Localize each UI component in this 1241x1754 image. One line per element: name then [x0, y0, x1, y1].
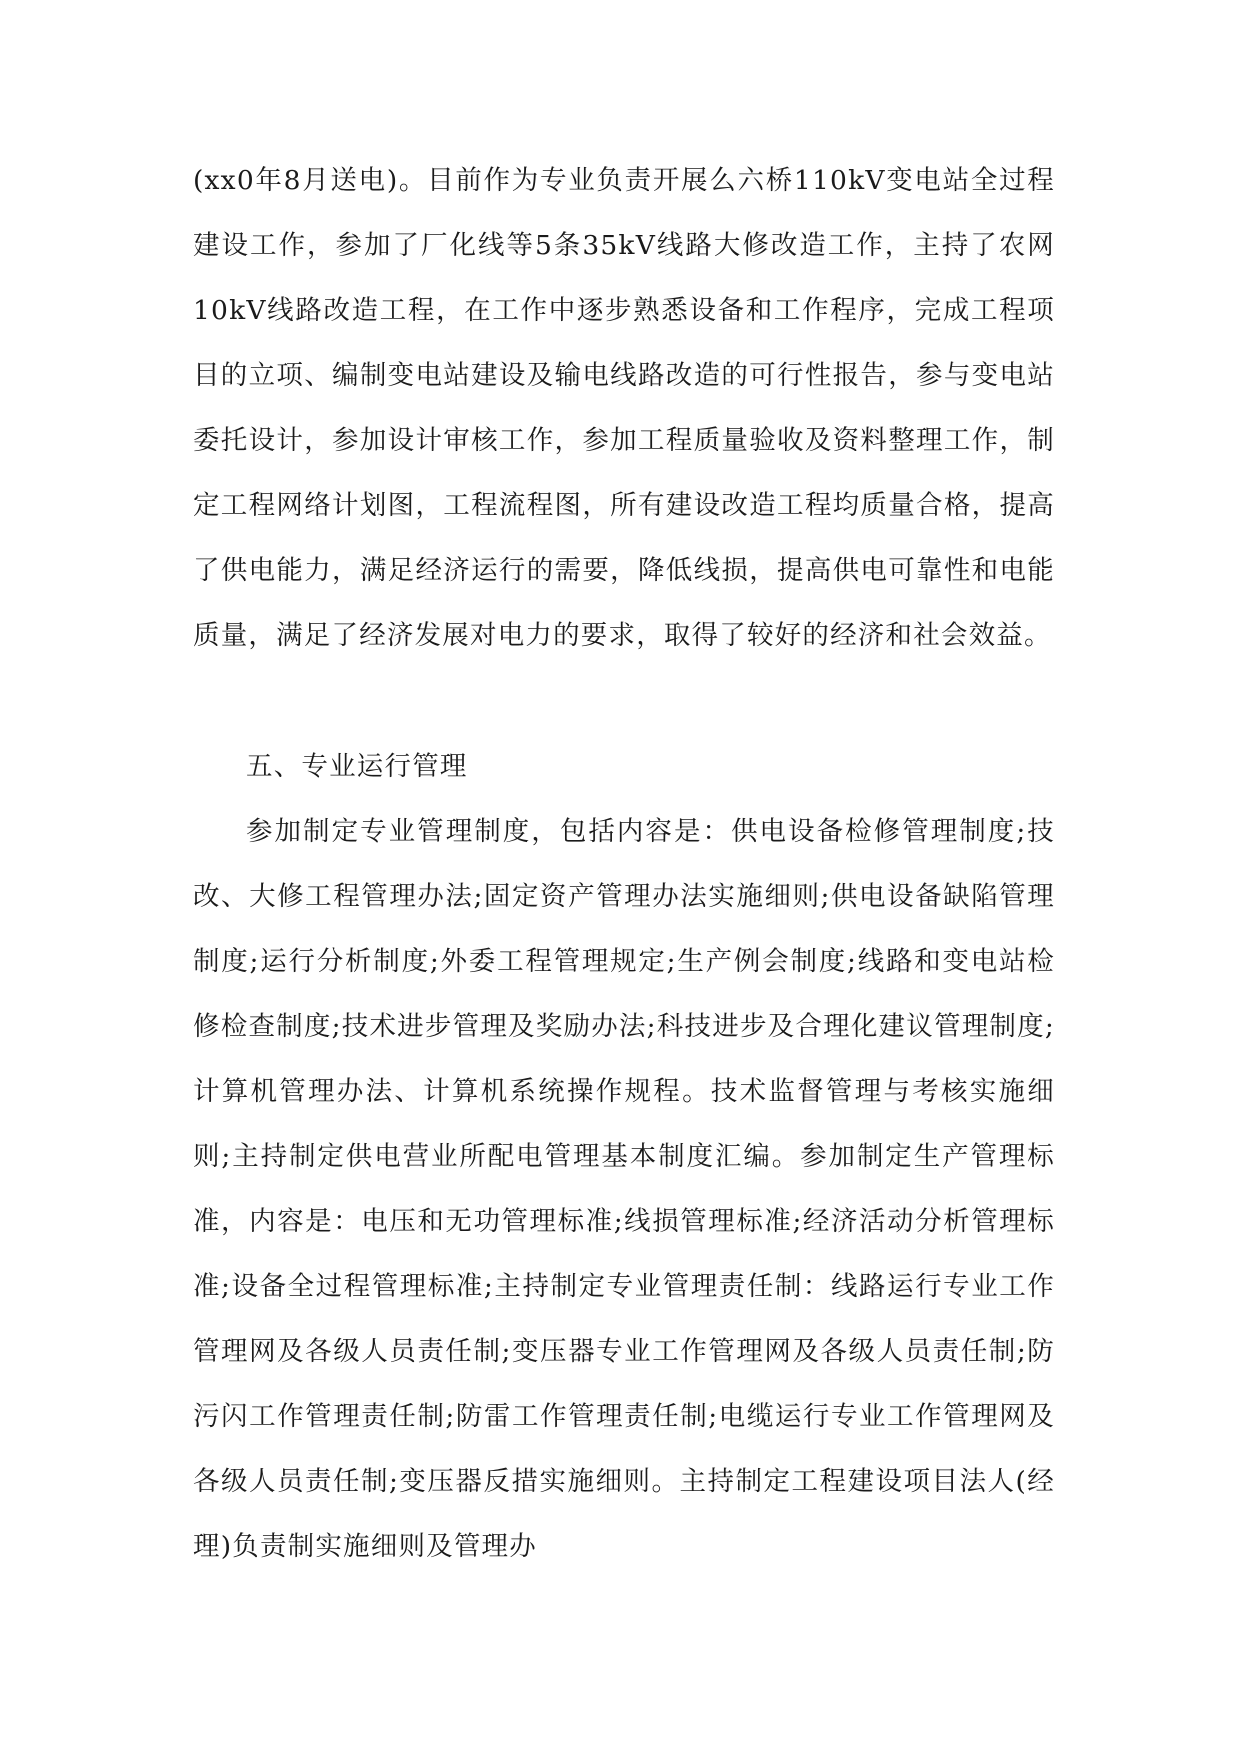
- body-paragraph: (xx0年8月送电)。目前作为专业负责开展么六桥110kV变电站全过程建设工作，参加了厂化线等5条35kV线路大修改造工作，主持了农网10kV线路改造工程，在工作中逐步熟悉设备和工作程序，完成工程项目的立项、编制变电站建设及输电线路改造的可行性报告，参与变电站委托设计，参加设计审核工作，参加工程质量验收及资料整理工作，制定工程网络计划图，工程流程图，所有建设改造工程均质量合格，提高了供电能力，满足经济运行的需要，降低线损，提高供电可靠性和电能质量，满足了经济发展对电力的要求，取得了较好的经济和社会效益。: [193, 165, 1055, 651]
- section-paragraph: 参加制定专业管理制度，包括内容是：供电设备检修管理制度;技改、大修工程管理办法;固定资产管理办法实施细则;供电设备缺陷管理制度;运行分析制度;外委工程管理规定;生产例会制度;线路和变电站检修检查制度;技术进步管理及奖励办法;科技进步及合理化建议管理制度;计算机管理办法、计算机系统操作规程。技术监督管理与考核实施细则;主持制定供电营业所配电管理基本制度汇编。参加制定生产管理标准，内容是：电压和无功管理标准;线损管理标准;经济活动分析管理标准;设备全过程管理标准;主持制定专业管理责任制：线路运行专业工作管理网及各级人员责任制;变压器专业工作管理网及各级人员责任制;防污闪工作管理责任制;防雷工作管理责任制;电缆运行专业工作管理网及各级人员责任制;变压器反措实施细则。主持制定工程建设项目法人(经理)负责制实施细则及管理办: [193, 816, 1055, 1562]
- section-heading: 五、专业运行管理: [246, 751, 468, 782]
